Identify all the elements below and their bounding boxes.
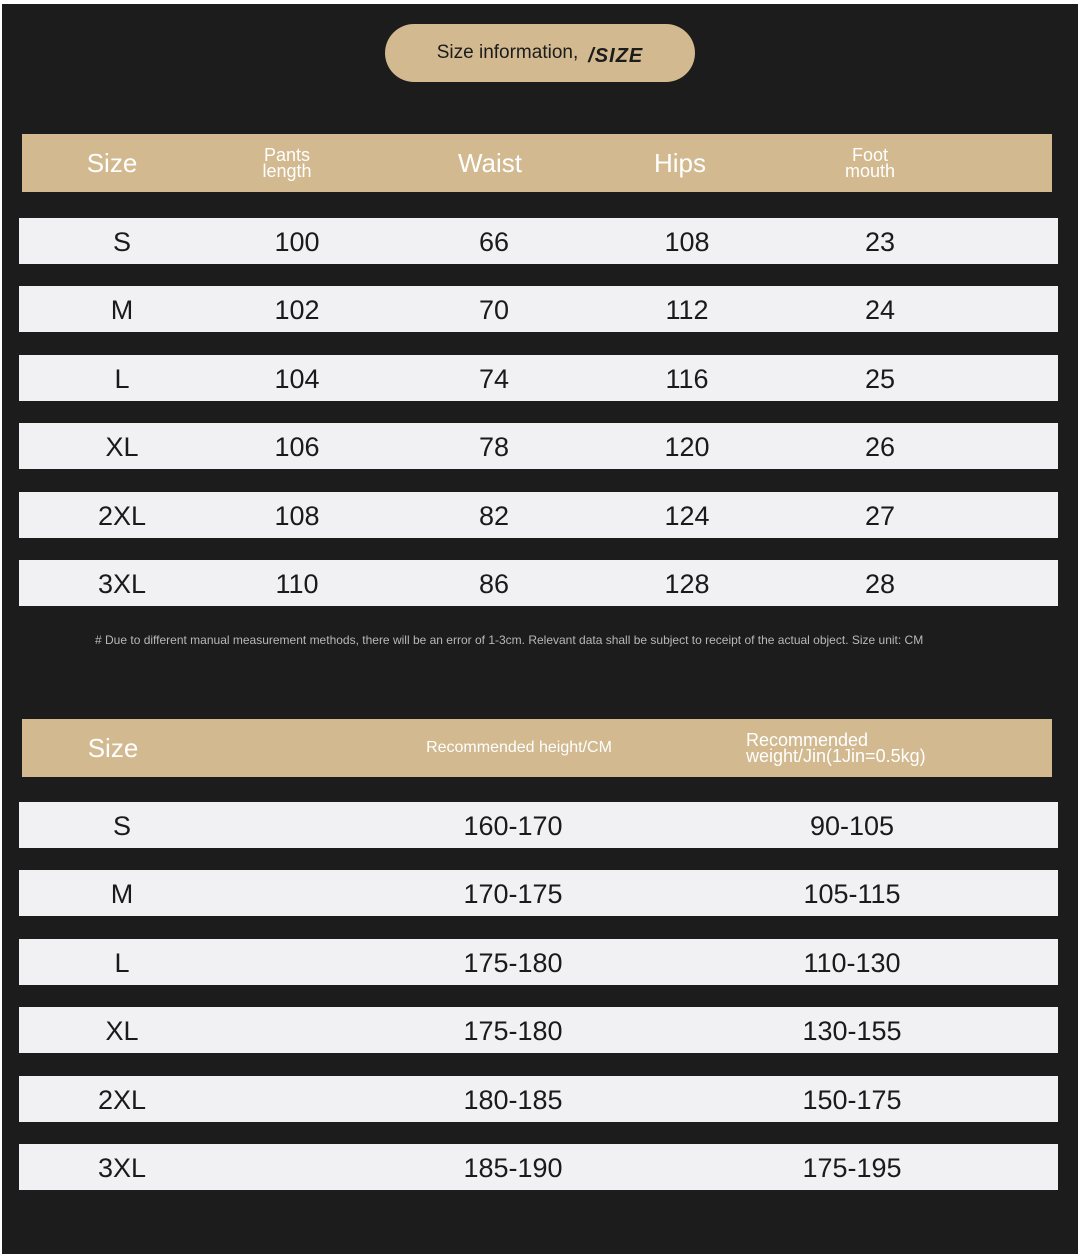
recommendation-table-header: [22, 719, 1052, 777]
table-cell: 70: [478, 295, 510, 326]
table-cell: M: [110, 879, 134, 910]
table-row: [19, 355, 1058, 401]
size-info-banner: [385, 24, 695, 82]
measurement-note: # Due to different manual measurement methods, there will be an error of 1-3cm. Relevant data shall be subject to receipt of the actual object. Size unit: CM: [95, 633, 924, 647]
table-cell: 26: [864, 432, 896, 463]
table-row: [19, 870, 1058, 916]
table-cell: 116: [665, 363, 709, 394]
table-cell: 150-175: [802, 1084, 902, 1115]
table-cell: 175-180: [463, 1016, 563, 1047]
table-cell: S: [112, 227, 132, 257]
table-row: [19, 802, 1058, 848]
table-row: [19, 560, 1058, 606]
table-cell: 170-175: [463, 879, 563, 910]
banner-suffix: /SIZE: [588, 44, 644, 67]
table-cell: 102: [274, 295, 320, 326]
table-row: [19, 939, 1058, 985]
table-cell: 120: [664, 432, 710, 463]
table-cell: 27: [864, 500, 896, 531]
size-chart-page: [2, 4, 1078, 1254]
header-recommended-height: Recommended height/CM: [426, 739, 612, 756]
table-cell: 25: [864, 363, 896, 394]
table-cell: 24: [864, 295, 896, 326]
table-cell: 74: [478, 363, 510, 394]
table-cell: 175-195: [802, 1153, 902, 1183]
table-cell: XL: [105, 432, 139, 463]
table-cell: L: [114, 947, 130, 978]
header-waist: Waist: [457, 147, 523, 178]
table-cell: 66: [478, 227, 510, 257]
measurement-table-header: [22, 134, 1052, 192]
header-foot-mouth: Foot mouth: [844, 145, 896, 181]
table-cell: XL: [105, 1016, 139, 1047]
table-row: [19, 218, 1058, 264]
table-row: [19, 286, 1058, 332]
table-row: [19, 492, 1058, 538]
table-cell: 82: [478, 500, 510, 531]
banner-title: Size information,: [436, 42, 579, 63]
header-size-2: Size: [87, 732, 139, 763]
table-cell: 105-115: [803, 879, 901, 910]
table-row: [19, 1007, 1058, 1053]
table-cell: 160-170: [463, 811, 563, 841]
table-cell: 78: [478, 432, 510, 463]
table-cell: 108: [664, 227, 710, 257]
table-cell: 90-105: [809, 811, 895, 841]
table-cell: 175-180: [463, 947, 563, 978]
table-cell: 124: [664, 500, 710, 531]
table-cell: 3XL: [97, 569, 147, 599]
table-cell: S: [112, 811, 132, 841]
table-cell: 86: [478, 569, 510, 599]
table-cell: 112: [665, 295, 709, 326]
table-cell: 130-155: [802, 1016, 902, 1047]
header-pants-length: Pants length: [262, 145, 312, 181]
table-cell: 28: [864, 569, 896, 599]
table-cell: 185-190: [463, 1153, 563, 1183]
table-cell: 106: [274, 432, 320, 463]
table-cell: M: [110, 295, 134, 326]
table-cell: 108: [274, 500, 320, 531]
header-recommended-weight: Recommended weight/Jin(1Jin=0.5kg): [746, 730, 926, 766]
header-hips: Hips: [653, 147, 707, 178]
table-cell: 128: [664, 569, 710, 599]
table-cell: 3XL: [97, 1153, 147, 1183]
table-cell: 110-130: [803, 947, 901, 978]
table-row: [19, 423, 1058, 469]
table-cell: 2XL: [97, 500, 147, 531]
table-cell: 100: [274, 227, 320, 257]
table-cell: L: [114, 363, 130, 394]
table-cell: 104: [274, 363, 320, 394]
table-row: [19, 1076, 1058, 1122]
table-row: [19, 1144, 1058, 1190]
table-cell: 2XL: [97, 1084, 147, 1115]
table-cell: 110: [275, 569, 319, 599]
table-cell: 180-185: [463, 1084, 563, 1115]
table-cell: 23: [864, 227, 896, 257]
header-size: Size: [86, 147, 138, 178]
